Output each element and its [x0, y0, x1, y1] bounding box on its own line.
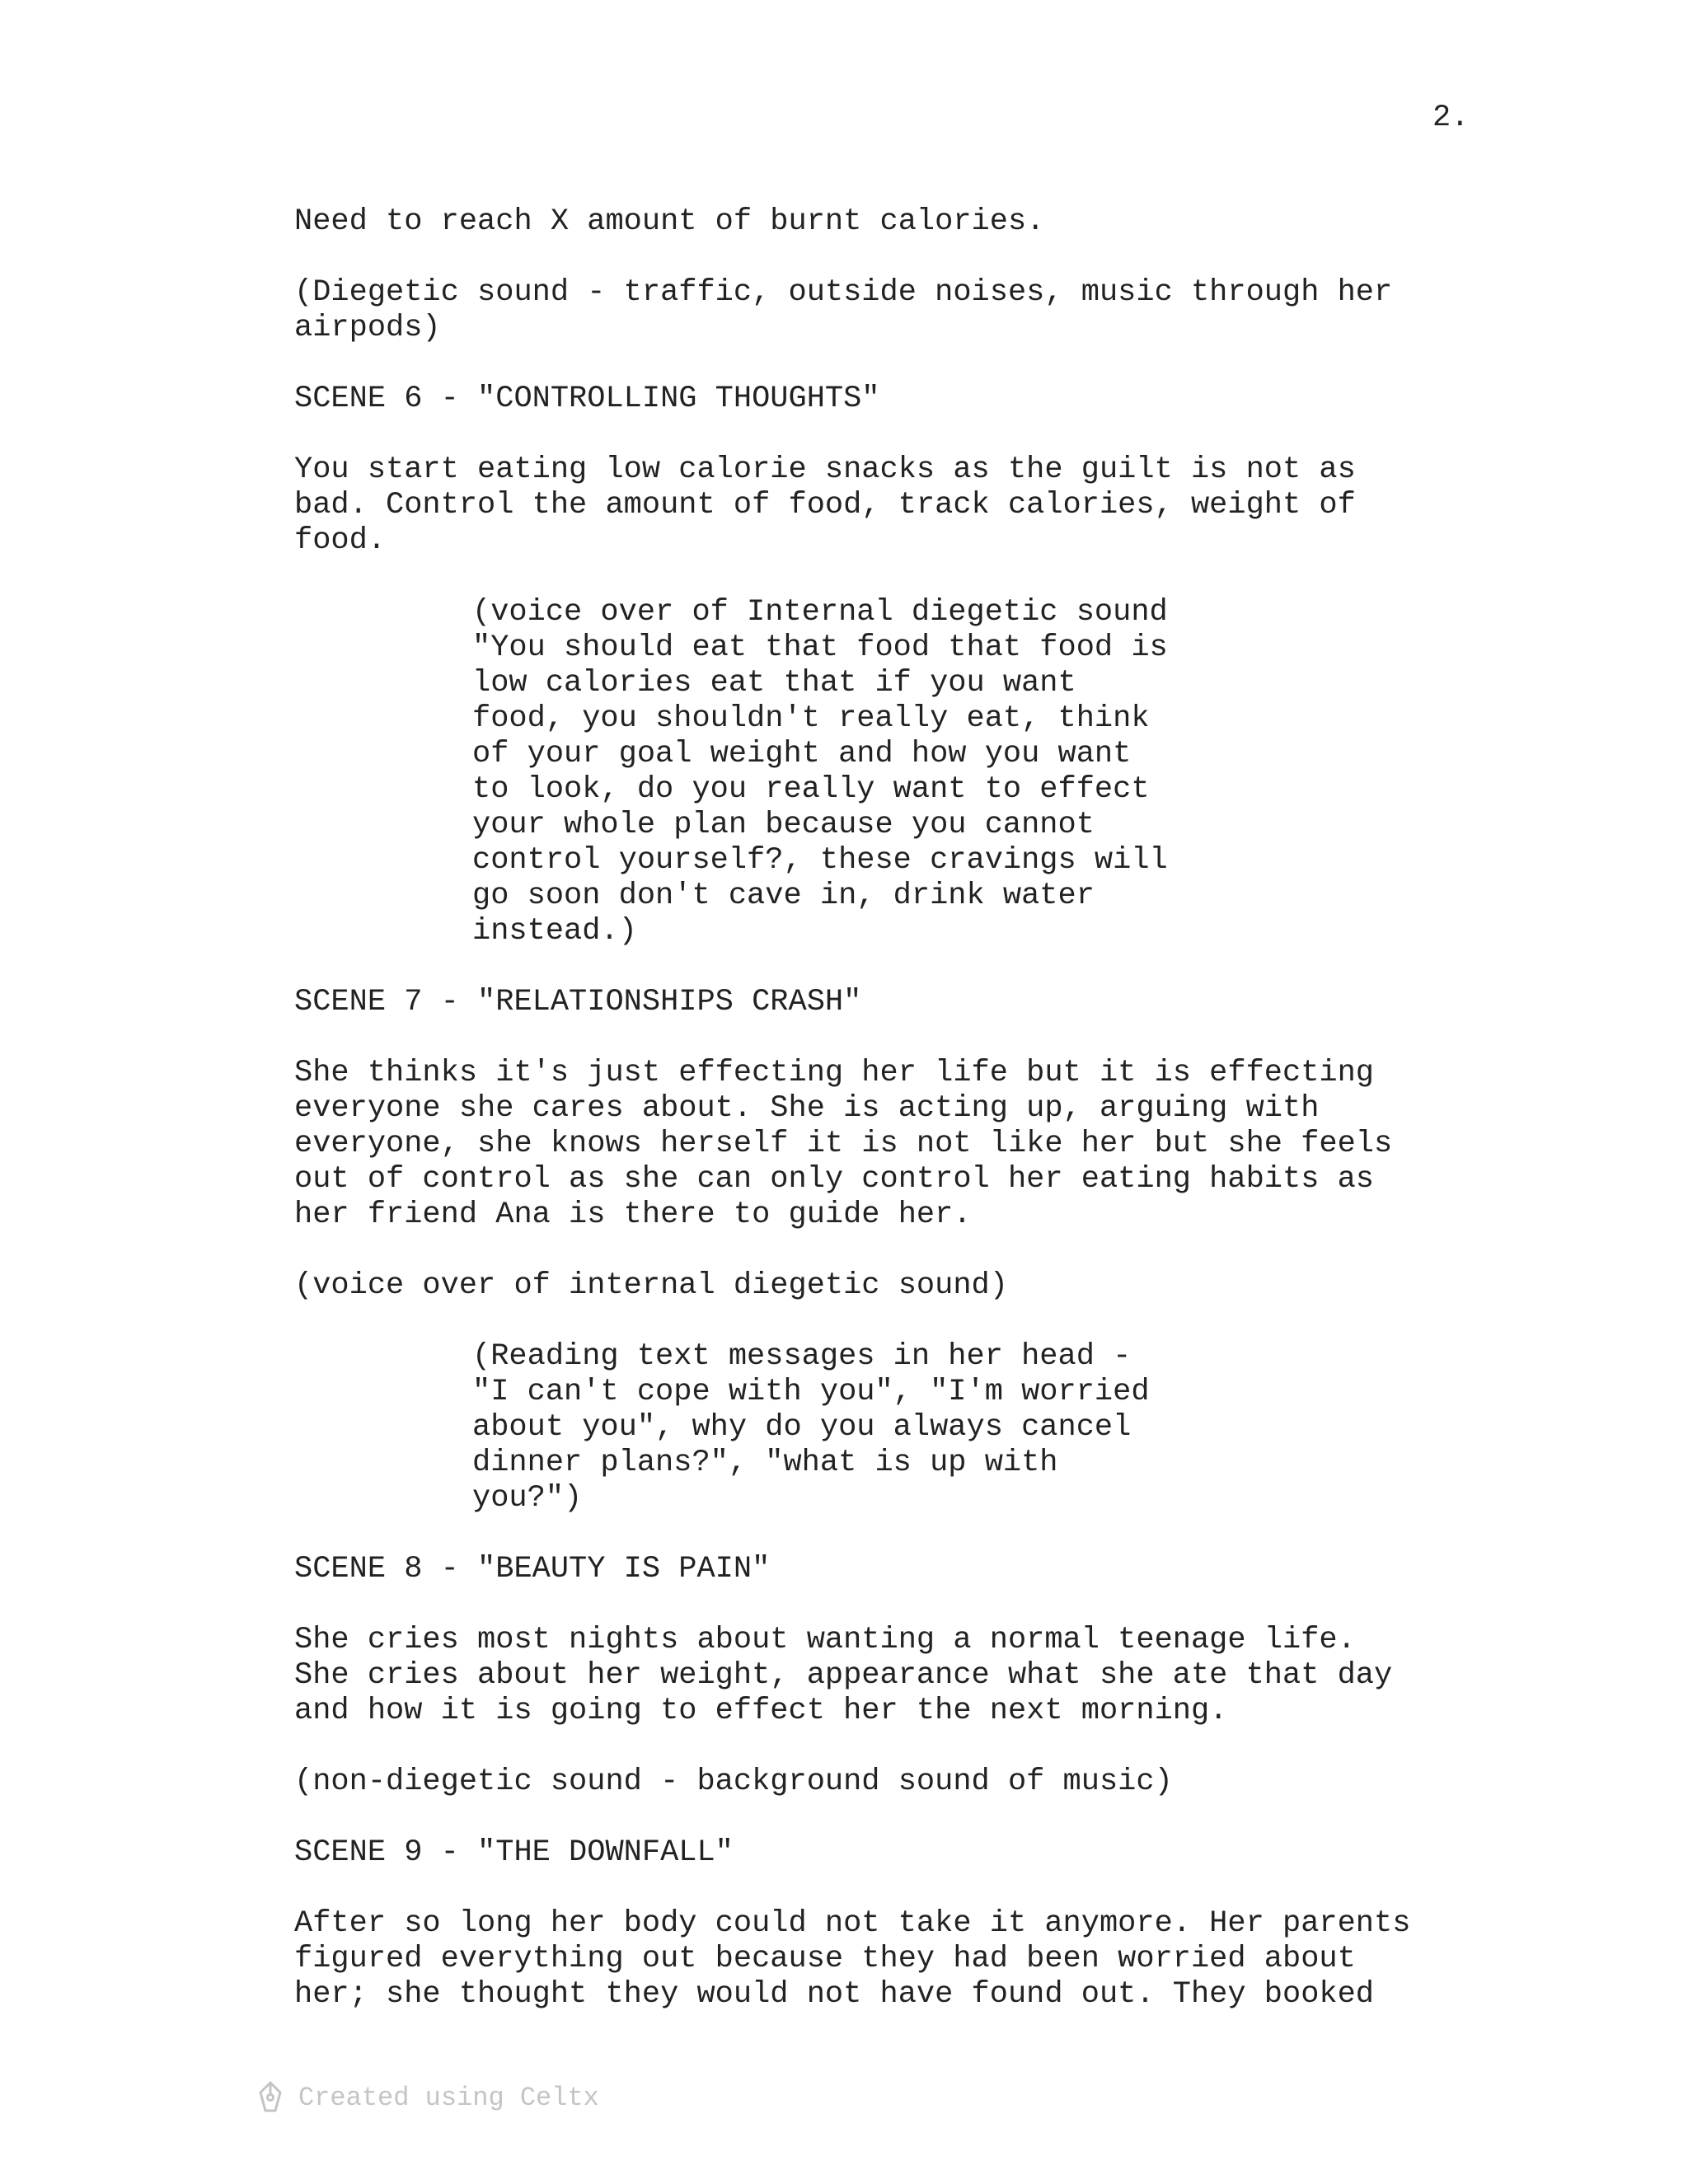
- script-line: (voice over of internal diegetic sound): [294, 1268, 1008, 1303]
- script-line: control yourself?, these cravings will: [472, 843, 1168, 878]
- script-line: food, you shouldn't really eat, think: [472, 701, 1150, 736]
- script-line: airpods): [294, 311, 441, 345]
- script-line: her; she thought they would not have found out. They booked: [294, 1977, 1375, 2012]
- script-line: (non-diegetic sound - background sound of music): [294, 1765, 1173, 1799]
- script-line: out of control as she can only control her eating habits as: [294, 1162, 1375, 1197]
- script-line: She cries about her weight, appearance what she ate that day: [294, 1658, 1393, 1693]
- script-line: go soon don't cave in, drink water: [472, 879, 1095, 913]
- footer: [257, 2077, 599, 2118]
- script-line: everyone she cares about. She is acting up, arguing with: [294, 1091, 1320, 1126]
- script-line: you?"): [472, 1481, 583, 1516]
- script-line: food.: [294, 523, 387, 558]
- script-line: (voice over of Internal diegetic sound: [472, 595, 1168, 630]
- script-line: everyone, she knows herself it is not like her but she feels: [294, 1127, 1393, 1161]
- page-number: 2.: [1432, 101, 1470, 135]
- script-line: dinner plans?", "what is up with: [472, 1446, 1058, 1480]
- script-line: your whole plan because you cannot: [472, 808, 1095, 842]
- script-line: "You should eat that food that food is: [472, 630, 1168, 665]
- script-line: She cries most nights about wanting a normal teenage life.: [294, 1623, 1356, 1657]
- script-line: instead.): [472, 914, 637, 949]
- script-line: Need to reach X amount of burnt calories.: [294, 204, 1045, 239]
- script-line: of your goal weight and how you want: [472, 737, 1132, 771]
- footer-text: Created using Celtx: [298, 2082, 599, 2113]
- pen-nib-icon: [257, 2081, 284, 2114]
- script-line: bad. Control the amount of food, track calories, weight of: [294, 488, 1356, 523]
- script-line: SCENE 9 - "THE DOWNFALL": [294, 1835, 734, 1870]
- script-line: (Diegetic sound - traffic, outside noises, music through her: [294, 275, 1393, 310]
- script-line: SCENE 6 - "CONTROLLING THOUGHTS": [294, 382, 880, 416]
- script-line: and how it is going to effect her the next morning.: [294, 1694, 1228, 1728]
- script-line: "I can't cope with you", "I'm worried: [472, 1375, 1150, 1409]
- script-line: low calories eat that if you want: [472, 666, 1076, 701]
- script-line: her friend Ana is there to guide her.: [294, 1197, 972, 1232]
- script-line: SCENE 7 - "RELATIONSHIPS CRASH": [294, 985, 862, 1019]
- script-line: figured everything out because they had been worried about: [294, 1942, 1356, 1976]
- script-line: After so long her body could not take it anymore. Her parents: [294, 1906, 1411, 1941]
- script-line: to look, do you really want to effect: [472, 772, 1150, 807]
- script-line: You start eating low calorie snacks as the guilt is not as: [294, 452, 1356, 487]
- script-line: about you", why do you always cancel: [472, 1410, 1132, 1445]
- script-line: SCENE 8 - "BEAUTY IS PAIN": [294, 1552, 771, 1586]
- script-line: She thinks it's just effecting her life but it is effecting: [294, 1056, 1375, 1090]
- script-line: (Reading text messages in her head -: [472, 1339, 1132, 1374]
